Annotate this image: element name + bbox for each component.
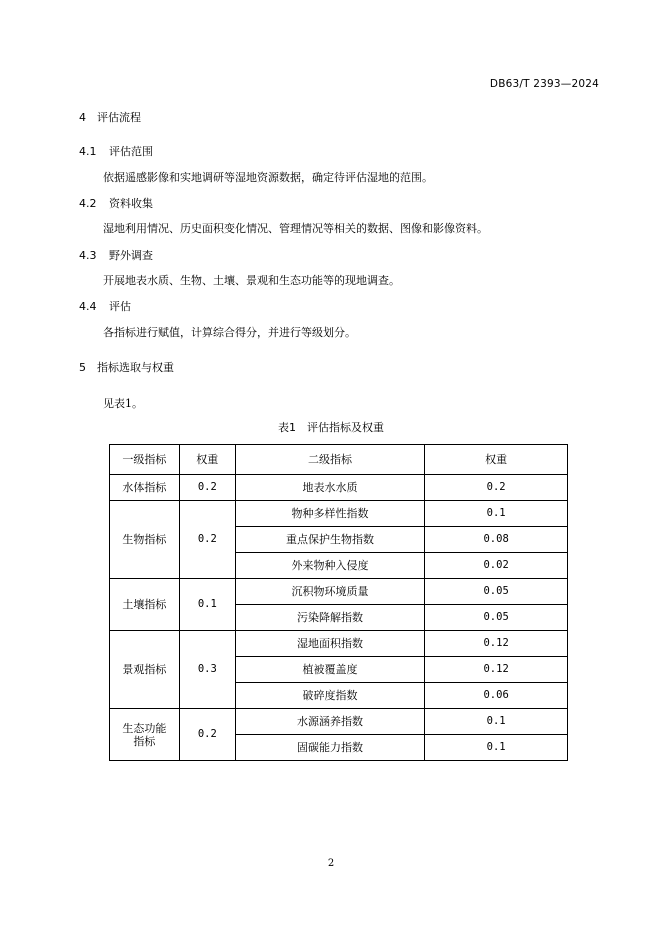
level1-indicator: 生物指标 — [110, 501, 180, 579]
level2-weight: 0.1 — [425, 735, 568, 761]
section-number: 5 — [79, 361, 86, 374]
section-4-1-heading — [79, 143, 153, 159]
section-4-2-body: 湿地利用情况、历史面积变化情况、管理情况等相关的数据、图像和影像资料。 — [103, 222, 488, 235]
section-4-4-heading — [79, 298, 131, 314]
level2-indicator: 水源涵养指数 — [235, 709, 425, 735]
level2-weight: 0.2 — [425, 475, 568, 501]
header-level2-weight: 权重 — [425, 445, 568, 475]
level1-indicator-line2: 指标 — [133, 734, 156, 748]
level1-weight: 0.3 — [179, 631, 235, 709]
header-level2-indicator: 二级指标 — [235, 445, 425, 475]
level2-weight: 0.08 — [425, 527, 568, 553]
level2-weight: 0.12 — [425, 657, 568, 683]
section-5-heading — [79, 359, 174, 375]
section-title: 评估范围 — [109, 145, 153, 158]
section-title: 指标选取与权重 — [97, 361, 174, 374]
level2-indicator: 湿地面积指数 — [235, 631, 425, 657]
level1-indicator: 景观指标 — [110, 631, 180, 709]
table-header-row — [110, 445, 568, 475]
level1-weight: 0.1 — [179, 579, 235, 631]
level1-weight: 0.2 — [179, 475, 235, 501]
indicator-weight-table — [109, 444, 568, 761]
level2-weight: 0.1 — [425, 709, 568, 735]
page-number: 2 — [327, 858, 335, 869]
level2-indicator: 破碎度指数 — [235, 683, 425, 709]
table-caption: 表1 评估指标及权重 — [278, 421, 384, 434]
section-number: 4.3 — [79, 249, 97, 262]
level2-weight: 0.12 — [425, 631, 568, 657]
document-code: DB63/T 2393—2024 — [489, 78, 599, 90]
section-title: 评估流程 — [97, 111, 141, 124]
level1-indicator: 土壤指标 — [110, 579, 180, 631]
table-row — [110, 709, 568, 735]
section-number: 4.1 — [79, 145, 97, 158]
section-title: 评估 — [109, 300, 131, 313]
table-row — [110, 579, 568, 605]
level1-indicator-line1: 生态功能 — [122, 721, 167, 735]
section-title: 野外调查 — [109, 249, 153, 262]
level2-weight: 0.05 — [425, 605, 568, 631]
table-row — [110, 631, 568, 657]
table-row — [110, 475, 568, 501]
section-title: 资料收集 — [109, 197, 153, 210]
level2-indicator: 固碳能力指数 — [235, 735, 425, 761]
level2-indicator: 物种多样性指数 — [235, 501, 425, 527]
section-5-body: 见表1。 — [103, 397, 143, 410]
level2-weight: 0.02 — [425, 553, 568, 579]
section-number: 4.2 — [79, 197, 97, 210]
level2-indicator: 外来物种入侵度 — [235, 553, 425, 579]
level2-indicator: 沉积物环境质量 — [235, 579, 425, 605]
level2-indicator: 地表水水质 — [235, 475, 425, 501]
table-row — [110, 501, 568, 527]
section-4-heading — [79, 109, 141, 125]
level2-weight: 0.06 — [425, 683, 568, 709]
level2-indicator: 植被覆盖度 — [235, 657, 425, 683]
header-level1-weight: 权重 — [179, 445, 235, 475]
level2-indicator: 重点保护生物指数 — [235, 527, 425, 553]
section-number: 4 — [79, 111, 86, 124]
level2-weight: 0.1 — [425, 501, 568, 527]
level1-weight: 0.2 — [179, 709, 235, 761]
section-4-3-body: 开展地表水质、生物、土壤、景观和生态功能等的现地调查。 — [103, 274, 400, 287]
level1-weight: 0.2 — [179, 501, 235, 579]
level1-indicator: 水体指标 — [110, 475, 180, 501]
section-4-1-body: 依据遥感影像和实地调研等湿地资源数据，确定待评估湿地的范围。 — [103, 171, 433, 184]
header-level1-indicator: 一级指标 — [110, 445, 180, 475]
level2-weight: 0.05 — [425, 579, 568, 605]
level1-indicator — [110, 709, 180, 761]
section-4-4-body: 各指标进行赋值，计算综合得分，并进行等级划分。 — [103, 326, 356, 339]
section-number: 4.4 — [79, 300, 97, 313]
section-4-3-heading — [79, 247, 153, 263]
section-4-2-heading — [79, 195, 153, 211]
level2-indicator: 污染降解指数 — [235, 605, 425, 631]
